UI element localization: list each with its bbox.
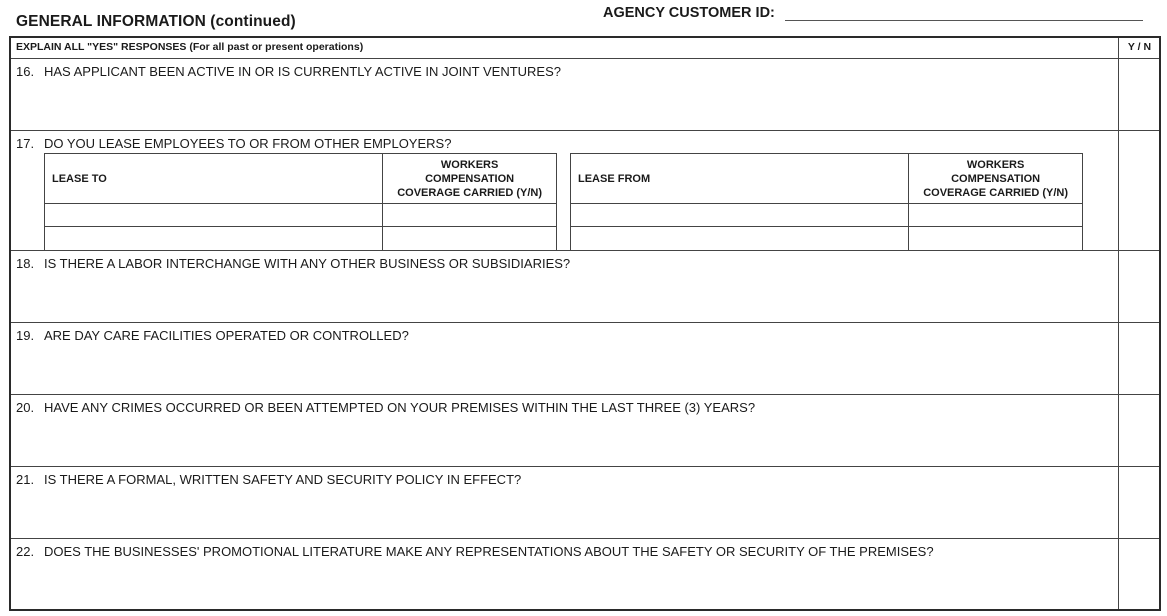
question-18-yn-field[interactable] (1119, 251, 1159, 322)
question-20-text: 20. HAVE ANY CRIMES OCCURRED OR BEEN ATTEMPTED ON YOUR PREMISES WITHIN THE LAST THREE (3) YEARS? (16, 400, 756, 415)
lease-to-column-header: LEASE TO (45, 154, 383, 204)
question-21-row (11, 467, 1159, 539)
lease-to-row (45, 227, 557, 250)
question-22-row (11, 539, 1159, 611)
question-18-explanation-field[interactable] (11, 273, 1116, 322)
yn-column-header: Y / N (1127, 41, 1152, 53)
lease-to-wc-input[interactable] (383, 227, 556, 249)
question-21-explanation-field[interactable] (11, 489, 1116, 538)
lease-from-row (571, 204, 1083, 227)
question-18-row (11, 251, 1159, 323)
question-16-row (11, 59, 1159, 131)
table-header-row (11, 38, 1159, 59)
question-16-text: 16. HAS APPLICANT BEEN ACTIVE IN OR IS CURRENTLY ACTIVE IN JOINT VENTURES? (16, 64, 561, 79)
question-20-row (11, 395, 1159, 467)
agency-customer-id-field[interactable] (785, 5, 1143, 21)
question-18-text: 18. IS THERE A LABOR INTERCHANGE WITH ANY OTHER BUSINESS OR SUBSIDIARIES? (16, 256, 571, 271)
question-19-yn-field[interactable] (1119, 323, 1159, 394)
lease-to-name-input[interactable] (45, 227, 382, 249)
lease-from-name-input[interactable] (571, 227, 908, 249)
page-title: GENERAL INFORMATION (continued) (16, 13, 296, 30)
agency-customer-id-label: AGENCY CUSTOMER ID: (603, 5, 775, 21)
question-16-yn-field[interactable] (1119, 59, 1159, 130)
question-20-explanation-field[interactable] (11, 417, 1116, 466)
lease-to-wc-column-header: WORKERS COMPENSATION COVERAGE CARRIED (Y/N) (383, 154, 557, 204)
lease-from-row (571, 227, 1083, 250)
lease-to-table (44, 153, 557, 250)
question-22-explanation-field[interactable] (11, 561, 1116, 611)
question-17-row (11, 131, 1159, 251)
question-20-yn-field[interactable] (1119, 395, 1159, 466)
lease-to-name-input[interactable] (45, 204, 382, 226)
question-21-yn-field[interactable] (1119, 467, 1159, 538)
lease-from-wc-input[interactable] (909, 227, 1082, 249)
question-22-text: 22. DOES THE BUSINESSES' PROMOTIONAL LITERATURE MAKE ANY REPRESENTATIONS ABOUT THE SAFETY OR SECURITY OF THE PREMISES? (16, 544, 934, 559)
question-16-explanation-field[interactable] (11, 81, 1116, 130)
question-19-text: 19. ARE DAY CARE FACILITIES OPERATED OR CONTROLLED? (16, 328, 409, 343)
general-information-form (9, 36, 1161, 611)
lease-from-wc-column-header: WORKERS COMPENSATION COVERAGE CARRIED (Y/N) (909, 154, 1083, 204)
question-21-text: 21. IS THERE A FORMAL, WRITTEN SAFETY AND SECURITY POLICY IN EFFECT? (16, 472, 522, 487)
lease-to-row (45, 204, 557, 227)
question-17-text: 17. DO YOU LEASE EMPLOYEES TO OR FROM OTHER EMPLOYERS? (16, 136, 452, 151)
question-19-row (11, 323, 1159, 395)
lease-from-wc-input[interactable] (909, 204, 1082, 226)
lease-from-table (570, 153, 1083, 250)
question-22-yn-field[interactable] (1119, 539, 1159, 611)
lease-from-column-header: LEASE FROM (571, 154, 909, 204)
lease-to-wc-input[interactable] (383, 204, 556, 226)
lease-from-name-input[interactable] (571, 204, 908, 226)
question-19-explanation-field[interactable] (11, 345, 1116, 394)
explain-yes-responses-label: EXPLAIN ALL "YES" RESPONSES (For all past or present operations) (16, 41, 364, 53)
question-17-yn-field[interactable] (1119, 131, 1159, 250)
agency-customer-id (603, 5, 1143, 21)
